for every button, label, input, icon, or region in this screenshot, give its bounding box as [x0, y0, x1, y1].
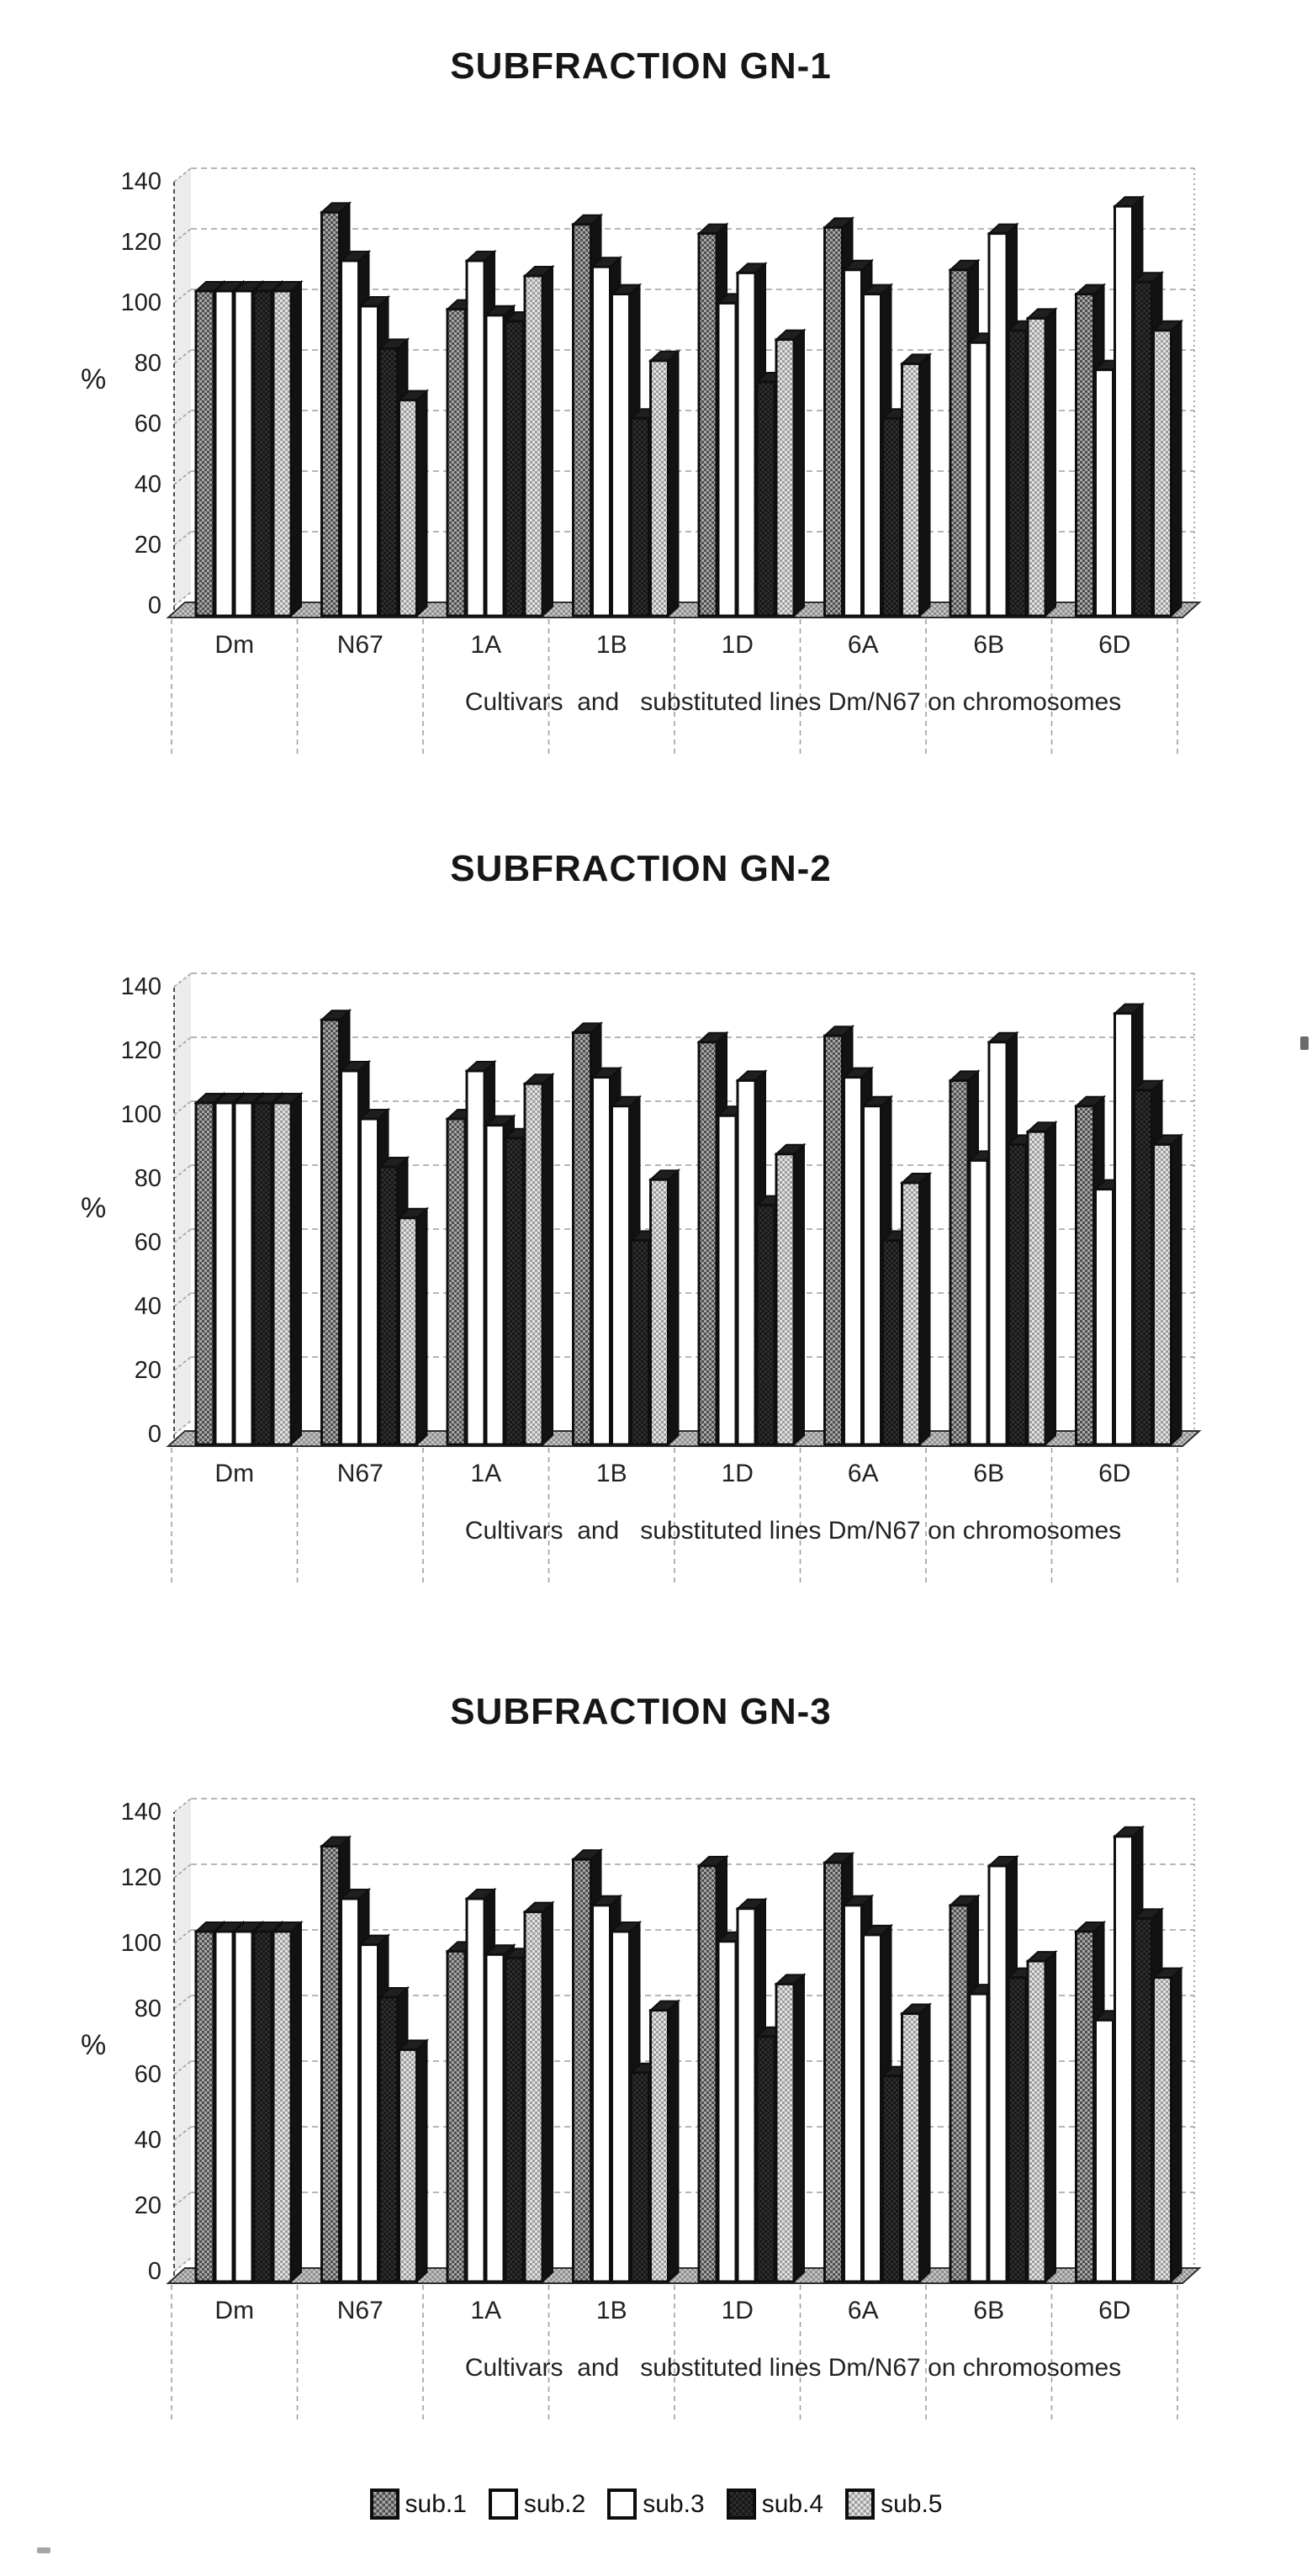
y-tick-label-40: 40 — [134, 2127, 161, 2154]
legend-swatch-sub.4 — [727, 2489, 756, 2520]
bar-side-face — [1172, 1969, 1182, 2282]
bar-sub.5-N67 — [399, 2040, 427, 2282]
bar-front-face — [1028, 1961, 1045, 2282]
y-tick-label-40: 40 — [134, 471, 161, 498]
bar-front-face — [989, 1866, 1007, 2282]
y-tick-label-80: 80 — [134, 350, 161, 377]
bar-group-Dm — [196, 1922, 301, 2282]
bar-front-face — [632, 2073, 649, 2282]
y-tick-label-20: 20 — [134, 532, 161, 559]
category-label-6D: 6D — [1098, 631, 1131, 659]
y-tick-label-100: 100 — [120, 1101, 161, 1128]
bar-side-face — [1045, 1952, 1055, 2282]
y-tick-label-140: 140 — [120, 973, 161, 1000]
x-axis-caption: Cultivars and substituted lines Dm/N67 on chromosomes — [464, 1517, 1122, 1545]
bar-front-face — [950, 1905, 968, 2282]
bar-group-6D — [1077, 1827, 1182, 2282]
y-tick-label-120: 120 — [120, 229, 161, 256]
y-tick-label-60: 60 — [134, 2061, 161, 2088]
y-axis-title: % — [81, 363, 107, 395]
category-label-1D: 1D — [721, 631, 754, 659]
legend-swatch-sub.5 — [845, 2489, 875, 2520]
x-axis-caption: Cultivars and substituted lines Dm/N67 on chromosomes — [464, 2354, 1122, 2382]
category-label-1D: 1D — [721, 1460, 754, 1487]
legend-swatch-sub.1 — [370, 2489, 399, 2520]
bar-front-face — [1154, 1978, 1172, 2282]
bar-sub.5-6B — [1028, 1952, 1055, 2282]
legend-item-sub.3 — [607, 2489, 704, 2520]
legend-swatch-sub.2 — [489, 2489, 518, 2520]
bar-front-face — [864, 1935, 881, 2282]
bar-front-face — [593, 1905, 611, 2282]
category-label-1A: 1A — [470, 2297, 502, 2324]
category-label-N67: N67 — [336, 2297, 384, 2324]
bar-side-face — [669, 2001, 679, 2282]
bar-sub.5-1A — [525, 1903, 553, 2282]
bar-group-N67 — [322, 1837, 427, 2282]
x-axis-caption: Cultivars and substituted lines Dm/N67 on chromosomes — [464, 688, 1122, 716]
bar-front-face — [525, 1912, 542, 2282]
bar-sub.5-6D — [1154, 1969, 1182, 2282]
bar-front-face — [486, 1954, 504, 2282]
left-wall — [174, 1799, 191, 2271]
y-tick-label-140: 140 — [120, 1799, 161, 1826]
legend-label: sub.3 — [643, 2489, 705, 2518]
bar-group-6A — [825, 1853, 930, 2282]
category-label-1B: 1B — [595, 2297, 627, 2324]
bar-group-1B — [574, 1850, 679, 2282]
y-tick-label-80: 80 — [134, 1996, 161, 2022]
y-tick-label-100: 100 — [120, 1930, 161, 1957]
category-label-6A: 6A — [847, 631, 879, 659]
bar-front-face — [574, 1859, 591, 2282]
bar-front-face — [1077, 1932, 1094, 2282]
category-label-1A: 1A — [470, 1460, 502, 1487]
y-tick-label-60: 60 — [134, 1229, 161, 1256]
y-tick-label-80: 80 — [134, 1165, 161, 1192]
category-label-1B: 1B — [595, 1460, 627, 1487]
legend-label: sub.5 — [881, 2489, 943, 2518]
legend-item-sub.5 — [845, 2489, 942, 2520]
legend-item-sub.4 — [727, 2489, 823, 2520]
bar-group-1A — [447, 1890, 553, 2282]
bar-front-face — [467, 1899, 484, 2282]
legend-item-sub.1 — [370, 2489, 467, 2520]
bar-front-face — [738, 1909, 755, 2282]
bar-front-face — [215, 1932, 233, 2282]
bar-front-face — [322, 1847, 340, 2282]
bar-group-1D — [699, 1857, 804, 2282]
legend-label: sub.4 — [761, 2489, 824, 2518]
category-label-6D: 6D — [1098, 1460, 1131, 1487]
chart-title-gn1: SUBFRACTION GN-1 — [450, 45, 832, 87]
bar-front-face — [883, 2076, 901, 2282]
scan-speck — [1300, 1036, 1309, 1050]
y-tick-label-0: 0 — [147, 592, 161, 619]
category-label-N67: N67 — [336, 631, 384, 659]
legend-swatch-sub.3 — [607, 2489, 637, 2520]
scan-speck — [37, 2547, 50, 2553]
bar-side-face — [542, 1903, 553, 2282]
bar-front-face — [970, 1994, 987, 2282]
category-label-6B: 6B — [973, 1460, 1005, 1487]
y-tick-label-120: 120 — [120, 1864, 161, 1891]
bar-front-face — [447, 1951, 465, 2282]
bar-sub.5-1D — [776, 1974, 804, 2282]
bar-front-face — [844, 1905, 862, 2282]
bar-front-face — [651, 2011, 669, 2282]
y-axis-title: % — [81, 2029, 107, 2061]
y-tick-label-60: 60 — [134, 411, 161, 437]
y-tick-label-0: 0 — [147, 2258, 161, 2285]
bar-front-face — [1008, 1978, 1026, 2282]
bar-sub.5-1B — [651, 2001, 679, 2282]
bar-front-face — [1096, 2020, 1114, 2282]
category-label-N67: N67 — [336, 1460, 384, 1487]
category-label-6B: 6B — [973, 631, 1005, 659]
y-tick-label-0: 0 — [147, 1421, 161, 1448]
bar-front-face — [235, 1932, 252, 2282]
bar-group-6B — [950, 1857, 1055, 2282]
bar-front-face — [196, 1932, 214, 2282]
bar-front-face — [1115, 1837, 1133, 2282]
legend-label: sub.2 — [523, 2489, 586, 2518]
category-label-6A: 6A — [847, 1460, 879, 1487]
bar-front-face — [505, 1958, 523, 2282]
category-label-Dm: Dm — [214, 1460, 255, 1487]
bar-side-face — [417, 2040, 427, 2282]
category-label-1B: 1B — [595, 631, 627, 659]
category-label-1A: 1A — [470, 631, 502, 659]
bar-sub.5-6A — [902, 2005, 930, 2282]
bar-front-face — [718, 1942, 736, 2282]
bar-front-face — [757, 2037, 775, 2282]
y-tick-label-120: 120 — [120, 1037, 161, 1064]
y-tick-label-40: 40 — [134, 1293, 161, 1320]
bar-front-face — [380, 1997, 398, 2282]
bar-side-face — [920, 2005, 930, 2282]
bar-front-face — [825, 1863, 843, 2282]
y-tick-label-20: 20 — [134, 2192, 161, 2219]
y-axis-title: % — [81, 1192, 107, 1224]
bar-front-face — [699, 1866, 717, 2282]
category-label-6B: 6B — [973, 2297, 1005, 2324]
category-label-1D: 1D — [721, 2297, 754, 2324]
legend-item-sub.2 — [489, 2489, 585, 2520]
y-tick-label-140: 140 — [120, 168, 161, 195]
y-tick-label-100: 100 — [120, 289, 161, 316]
bar-front-face — [902, 2014, 920, 2282]
bar-front-face — [399, 2049, 417, 2282]
bar-front-face — [273, 1932, 291, 2282]
category-label-Dm: Dm — [214, 631, 255, 659]
bar-front-face — [776, 1984, 794, 2282]
legend-label: sub.1 — [405, 2489, 467, 2518]
bar-side-face — [794, 1974, 804, 2282]
category-label-6D: 6D — [1098, 2297, 1131, 2324]
chart-title-gn2: SUBFRACTION GN-2 — [450, 848, 832, 889]
bar-front-face — [361, 1945, 378, 2282]
chart-legend — [0, 2489, 1312, 2520]
bar-front-face — [254, 1932, 272, 2282]
chart-title-gn3: SUBFRACTION GN-3 — [450, 1691, 832, 1732]
y-tick-label-20: 20 — [134, 1357, 161, 1384]
bar-side-face — [291, 1922, 301, 2282]
category-label-6A: 6A — [847, 2297, 879, 2324]
category-label-Dm: Dm — [214, 2297, 255, 2324]
bar-front-face — [341, 1899, 359, 2282]
bar-front-face — [612, 1932, 630, 2282]
bar-front-face — [1135, 1918, 1152, 2282]
bar-sub.5-Dm — [273, 1922, 301, 2282]
